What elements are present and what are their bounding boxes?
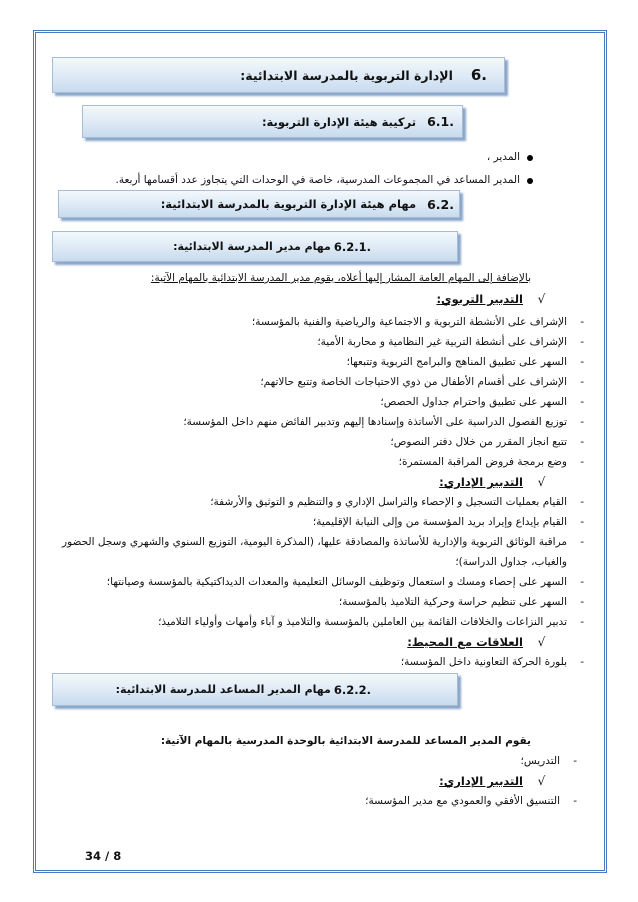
section-title: مهام هيئة الإدارة التربوية بالمدرسة الابتدائية: — [160, 197, 417, 211]
list-item: - التنسيق الأفقي والعمودي مع مدير المؤسسة؛ — [62, 791, 590, 811]
pedagogical-tasks-list — [50, 312, 590, 472]
task-group-title: التدبير التربوي: — [436, 292, 523, 306]
intro-paragraph: يقوم المدير المساعد للمدرسة الابتدائية بالوحدة المدرسية بالمهام الآتية: — [160, 735, 531, 747]
task-group-title: التدبير الإداري: — [439, 475, 523, 489]
task-group-heading — [50, 472, 546, 492]
list-item: - وضع برمجة فروض المراقبة المستمرة؛ — [62, 452, 590, 472]
section-6-2-1-heading-box — [52, 231, 458, 262]
list-item: - القيام بإيداع وإيراد بريد المؤسسة من وإلى النيابة الإقليمية؛ — [62, 512, 590, 532]
list-item: المدير المساعد في المجموعات المدرسية، خاصة في الوحدات التي يتجاوز عدد أقسامها أربعة. — [62, 169, 534, 192]
list-item: - الإشراف على أقسام الأطفال من ذوي الاحتياجات الخاصة وتتبع حالاتهم؛ — [62, 372, 590, 392]
list-item: - الإشراف على أنشطة التربية غير النظامية و محاربة الأمية؛ — [62, 332, 590, 352]
task-group-heading — [50, 771, 546, 791]
list-item: - السهر على تطبيق المناهج والبرامج التربوية وتتبعها؛ — [62, 352, 590, 372]
list-item: - السهر على إحصاء ومسك و استعمال وتوظيف الوسائل التعليمية والمعدات الديداكتيكية بالمؤسسة وصيانتها؛ — [62, 572, 590, 592]
check-mark-icon — [537, 771, 546, 791]
list-item: - السهر على تطبيق واحترام جداول الحصص؛ — [62, 392, 590, 412]
list-item: - مراقبة الوثائق التربوية والإدارية للأساتذة والمصادقة عليها، (المذكرة اليومية، التوزيع السنوي والشهري وسجل الحضور والغياب، جداول الدراسة)؛ — [62, 532, 590, 572]
list-item: المدير ، — [62, 146, 534, 169]
section-body — [50, 268, 590, 811]
list-item: - توزيع الفصول الدراسية على الأساتذة وإسنادها إليهم وتدبير الفائض منهم داخل المؤسسة؛ — [62, 412, 590, 432]
list-item: - تدبير النزاعات والخلافات القائمة بين العاملين بالمؤسسة والتلاميذ و آباء وأمهات وأولياء التلاميذ؛ — [62, 612, 590, 632]
administrative-tasks-list — [50, 492, 590, 632]
list-item: - بلورة الحركة التعاونية داخل المؤسسة؛ — [62, 652, 590, 672]
list-item: - الإشراف على الأنشطة التربوية و الاجتماعية والرياضية والفنية بالمؤسسة؛ — [62, 312, 590, 332]
administration-members-list — [62, 146, 534, 192]
check-mark-icon — [537, 632, 546, 652]
task-group-title: التدبير الإداري: — [439, 774, 523, 788]
section-number: 6.2.1. — [333, 239, 371, 254]
list-item: - تتبع انجاز المقرر من خلال دفتر النصوص؛ — [62, 432, 590, 452]
section-6-heading-box — [52, 57, 505, 93]
section-title: الإدارة التربوية بالمدرسة الابتدائية: — [240, 67, 453, 83]
section-number: 6. — [470, 66, 487, 84]
task-group-title: العلاقات مع المحيط: — [407, 635, 523, 649]
section-number: 6.2.2. — [333, 682, 371, 697]
assistant-duties-list — [50, 751, 590, 771]
section-title: تركيبة هيئة الإدارة التربوية: — [261, 114, 417, 129]
task-group-heading — [50, 289, 546, 309]
section-6-1-heading-box — [82, 105, 463, 138]
intro-paragraph: بالإضافة إلى المهام العامة المشار إليها أعلاه، يقوم مدير المدرسة الابتدائية بالمهام الآتية: — [150, 272, 531, 284]
check-mark-icon — [537, 472, 546, 492]
section-number: 6.2. — [427, 196, 454, 212]
section-6-2-2-heading-box — [52, 673, 458, 706]
section-number: 6.1. — [427, 114, 454, 129]
list-item: - التدريس؛ — [62, 751, 590, 771]
list-item: - القيام بعمليات التسجيل و الإحصاء والتراسل الإداري و والتنظيم و التوثيق والأرشفة؛ — [62, 492, 590, 512]
task-group-heading — [50, 632, 546, 652]
assistant-administrative-tasks-list — [50, 791, 590, 811]
check-mark-icon — [537, 289, 546, 309]
environment-tasks-list — [50, 652, 590, 672]
list-item: - السهر على تنظيم حراسة وحركية التلاميذ بالمؤسسة؛ — [62, 592, 590, 612]
section-6-2-heading-box — [58, 190, 460, 218]
page-number: 34 / 8 — [85, 849, 122, 863]
section-title: مهام المدير المساعد للمدرسة الابتدائية: — [115, 683, 331, 696]
section-title: مهام مدير المدرسة الابتدائية: — [173, 240, 331, 253]
